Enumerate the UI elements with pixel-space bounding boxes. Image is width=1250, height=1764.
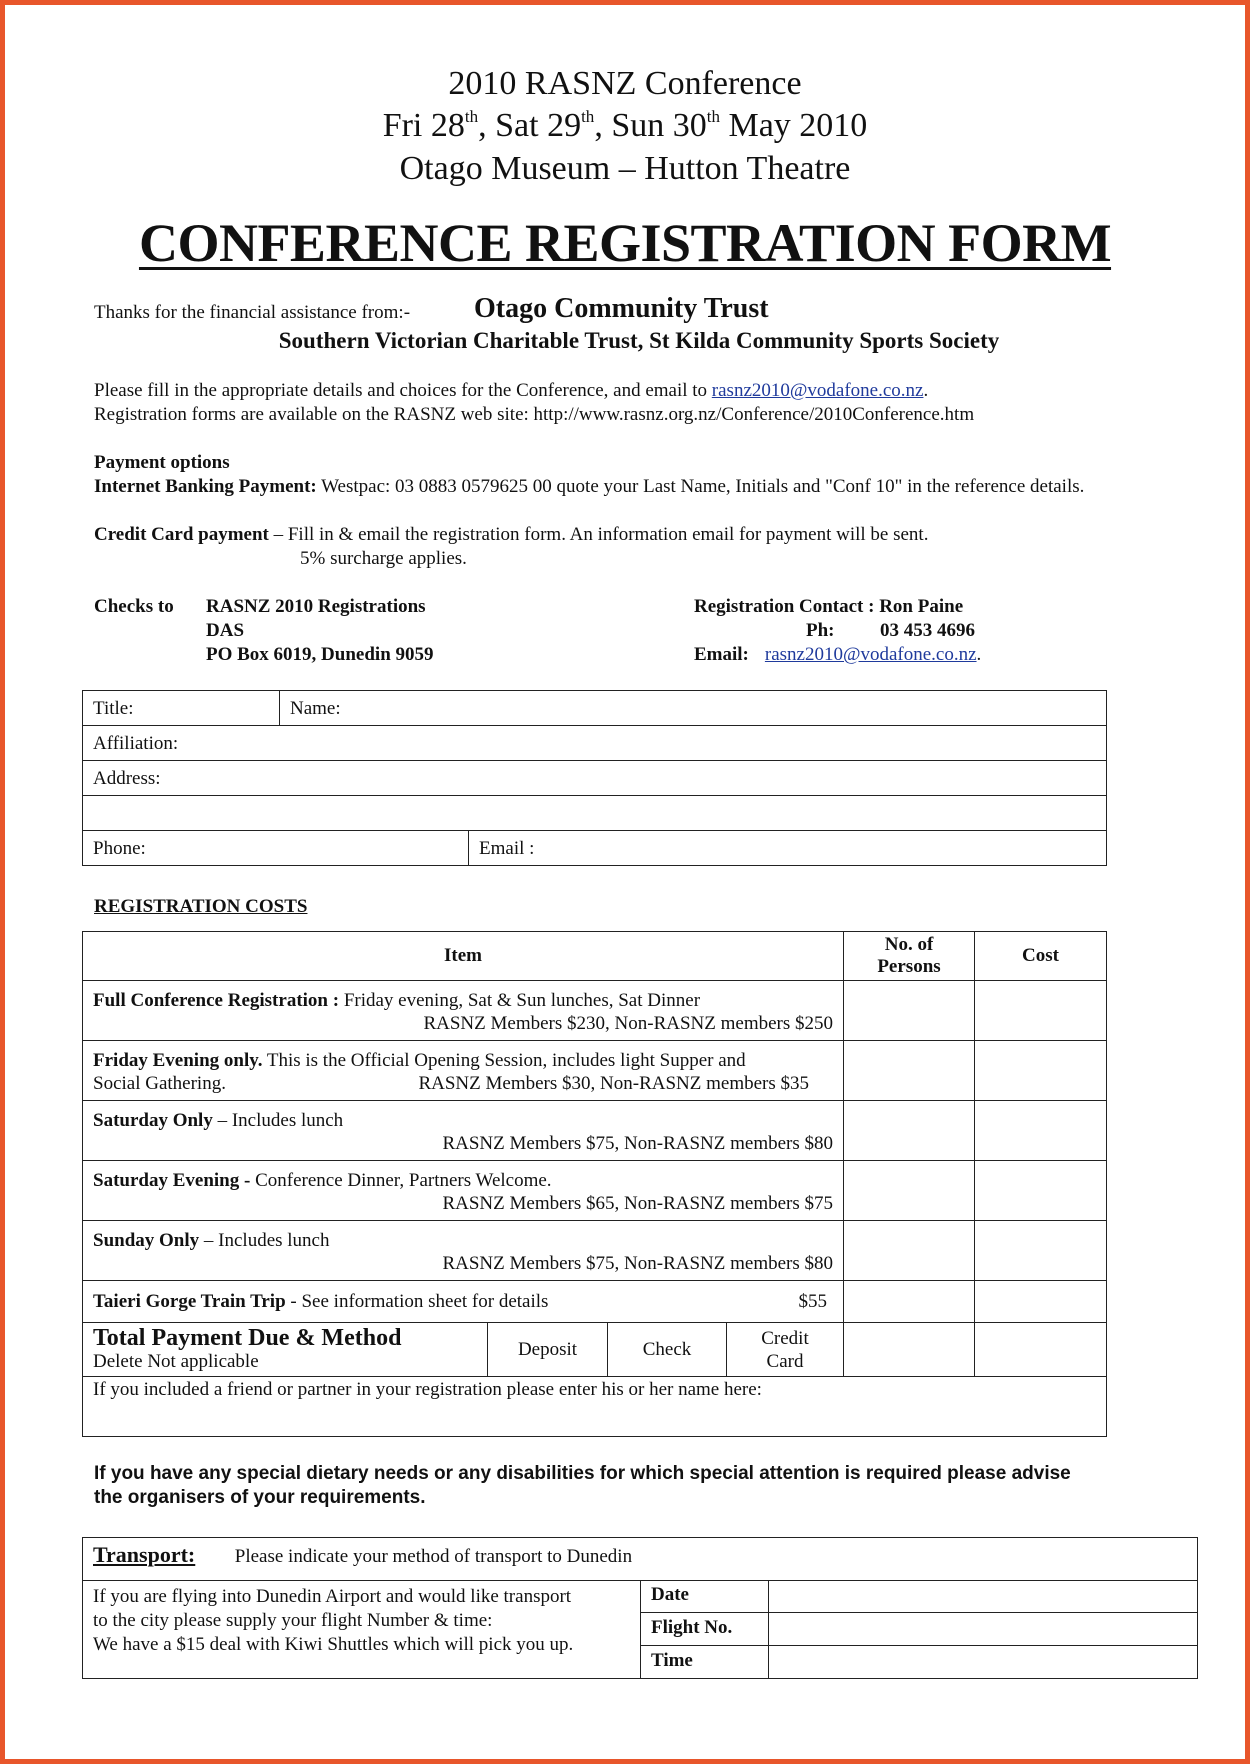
item-friday-evening: Friday Evening only. This is the Official Opening Session, includes light Supper and Social Gathering. RASNZ Members $30, Non-RASNZ members $35 — [83, 1041, 844, 1101]
phone-value: 03 453 4696 — [880, 620, 975, 641]
name-field[interactable]: Name: — [280, 691, 1107, 726]
email-field[interactable]: Email : — [469, 831, 1107, 866]
website-line: Registration forms are available on the RASNZ web site: http://www.rasnz.org.nz/Conference/2010Conference.htm — [94, 404, 975, 425]
check-option[interactable]: Check — [608, 1323, 727, 1377]
time-label: Time — [641, 1646, 769, 1679]
cost-input[interactable] — [975, 1221, 1107, 1281]
cost-header: Cost — [975, 932, 1107, 981]
persons-header: No. of Persons — [844, 932, 975, 981]
sponsor-secondary: Southern Victorian Charitable Trust, St Kilda Community Sports Society — [278, 328, 1000, 353]
total-persons-input[interactable] — [844, 1323, 975, 1377]
cost-input[interactable] — [975, 981, 1107, 1041]
item-saturday-evening: Saturday Evening - Conference Dinner, Partners Welcome. RASNZ Members $65, Non-RASNZ members $75 — [83, 1161, 844, 1221]
item-sunday-only: Sunday Only – Includes lunch RASNZ Members $75, Non-RASNZ members $80 — [83, 1221, 844, 1281]
payment-options-heading: Payment options — [94, 452, 230, 473]
flying-info: If you are flying into Dunedin Airport and would like transport to the city please supply your flight Number & time: We have a $15 deal with Kiwi Shuttles which will pick you up. — [83, 1581, 641, 1679]
contact-email-line: Email: rasnz2010@vodafone.co.nz. — [694, 644, 982, 665]
flight-input[interactable] — [769, 1613, 1198, 1646]
registration-contact: Registration Contact : Ron Paine — [694, 596, 964, 617]
affiliation-field[interactable]: Affiliation: — [83, 726, 1107, 761]
persons-input[interactable] — [844, 1221, 975, 1281]
credit-card-line: Credit Card payment – Fill in & email the registration form. An information email for payment will be sent. — [94, 524, 929, 545]
surcharge-note: 5% surcharge applies. — [300, 548, 467, 569]
dietary-note-line1: If you have any special dietary needs or any disabilities for which special attention is required please advise — [94, 1463, 1071, 1484]
persons-input[interactable] — [844, 981, 975, 1041]
transport-header: Transport: Please indicate your method of transport to Dunedin — [83, 1538, 1198, 1581]
cost-input[interactable] — [975, 1101, 1107, 1161]
item-full-conference: Full Conference Registration : Friday evening, Sat & Sun lunches, Sat Dinner RASNZ Members $230, Non-RASNZ members $250 — [83, 981, 844, 1041]
item-saturday-only: Saturday Only – Includes lunch RASNZ Members $75, Non-RASNZ members $80 — [83, 1101, 844, 1161]
cost-input[interactable] — [975, 1161, 1107, 1221]
date-label: Date — [641, 1581, 769, 1613]
checks-payee: RASNZ 2010 Registrations — [206, 596, 426, 617]
contact-email-link[interactable]: rasnz2010@vodafone.co.nz — [764, 644, 977, 665]
item-train-trip: Taieri Gorge Train Trip - See information sheet for details $55 — [83, 1281, 844, 1323]
item-header: Item — [83, 932, 844, 981]
time-input[interactable] — [769, 1646, 1198, 1679]
conference-dates: Fri 28th, Sat 29th, Sun 30th May 2010 — [382, 107, 868, 144]
flight-label: Flight No. — [641, 1613, 769, 1646]
date-input[interactable] — [769, 1581, 1198, 1613]
checks-dept: DAS — [206, 620, 245, 641]
credit-card-option[interactable]: Credit Card — [727, 1323, 844, 1377]
phone-label: Ph: — [806, 620, 835, 641]
partner-name-field[interactable]: If you included a friend or partner in your registration please enter his or her name here: — [83, 1377, 1107, 1437]
checks-label: Checks to — [94, 596, 174, 617]
cost-input[interactable] — [975, 1281, 1107, 1323]
persons-input[interactable] — [844, 1281, 975, 1323]
form-title: CONFERENCE REGISTRATION FORM — [138, 213, 1112, 273]
address-field-line2[interactable] — [83, 796, 1107, 831]
dietary-note-line2: the organisers of your requirements. — [94, 1487, 426, 1508]
conference-venue: Otago Museum – Hutton Theatre — [399, 150, 851, 187]
persons-input[interactable] — [844, 1101, 975, 1161]
cost-input[interactable] — [975, 1041, 1107, 1101]
deposit-option[interactable]: Deposit — [488, 1323, 608, 1377]
sponsor-primary: Otago Community Trust — [474, 293, 769, 324]
registration-costs-table — [82, 931, 1107, 1437]
internet-banking-line: Internet Banking Payment: Westpac: 03 0883 0579625 00 quote your Last Name, Initials and "Conf 10" in the reference details. — [94, 476, 1085, 497]
email-link[interactable]: rasnz2010@vodafone.co.nz — [711, 380, 924, 401]
instructions-line: Please fill in the appropriate details and choices for the Conference, and email to rasnz2010@vodafone.co.nz. — [94, 380, 929, 401]
total-payment-cell: Total Payment Due & Method Delete Not applicable — [83, 1323, 488, 1377]
conference-name: 2010 RASNZ Conference — [448, 65, 802, 102]
registration-costs-heading: REGISTRATION COSTS — [94, 896, 308, 917]
transport-table — [82, 1537, 1198, 1679]
personal-details-table — [82, 690, 1107, 866]
address-field[interactable]: Address: — [83, 761, 1107, 796]
persons-input[interactable] — [844, 1161, 975, 1221]
thanks-label: Thanks for the financial assistance from:- — [94, 302, 411, 323]
persons-input[interactable] — [844, 1041, 975, 1101]
total-cost-input[interactable] — [975, 1323, 1107, 1377]
phone-field[interactable]: Phone: — [83, 831, 469, 866]
title-field[interactable]: Title: — [83, 691, 280, 726]
checks-address: PO Box 6019, Dunedin 9059 — [206, 644, 434, 665]
